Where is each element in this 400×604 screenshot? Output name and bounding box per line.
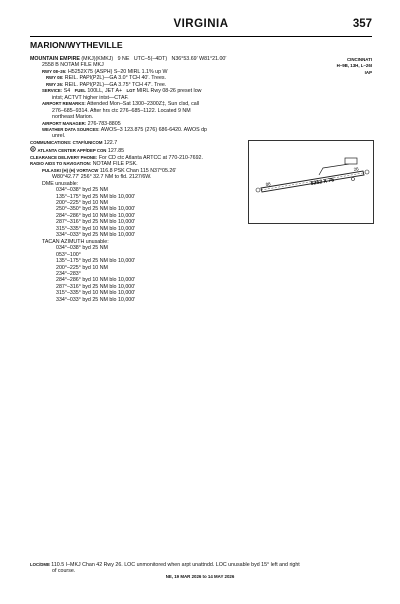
tacan-restriction: 034°–038° byd 25 NM	[56, 245, 108, 252]
dme-restriction: 250°–350° byd 25 NM blo 10,000′	[56, 206, 136, 213]
approach-light-icon	[256, 188, 260, 192]
ctaf-frequency: 122.7	[103, 139, 118, 146]
remarks-text-2: 276–685–9314. After hrs ctc 276–685–1122. Located 9 NM	[52, 107, 191, 114]
weather-text-1: AWOS–3 123.875 (276) 686-6420. AWOS dp	[100, 126, 207, 133]
clearance-text: For CD ctc Atlanta ARTCC at 770-210-7692.	[98, 154, 203, 161]
effective-dates-footer: NE, 19 MAR 2026 to 14 MAY 2026	[165, 574, 235, 579]
runway-08-label: RWY 08:	[46, 75, 64, 81]
approach-frequency: 127.85	[107, 148, 125, 155]
dme-restriction: 315°–335° byd 10 NM blo 10,000′	[56, 225, 136, 232]
service-label: SERVICE:	[42, 88, 63, 94]
vortac-text-1: 116.8 PSK Chan 115 N37°05.26′	[99, 167, 177, 174]
dme-restriction: 334°–033° byd 25 NM blo 10,000′	[56, 232, 136, 239]
apron-shape	[345, 158, 357, 164]
fuel-label: FUEL	[74, 88, 86, 94]
runway-08-text: REIL. PAPI(P2L)—GA 3.0° TCH 40′. Trees.	[64, 75, 167, 82]
lighting-value: MIRL Rwy 08-26 preset low	[136, 88, 202, 95]
tacan-restriction: 284°–286° byd 10 NM blo 10,000′	[56, 277, 136, 284]
remarks-text-1: Attended Mon–Sat 1300–2300Z‡, Sun clsd, call	[86, 101, 200, 108]
remarks-label: AIRPORT REMARKS:	[42, 101, 86, 107]
taxiway-line	[319, 164, 349, 175]
state-title: VIRGINIA	[173, 18, 229, 30]
lighting-continued: intst; ACTVT higher intst—CTAF.	[52, 94, 129, 101]
weather-label: WEATHER DATA SOURCES:	[42, 126, 100, 132]
airport-distance: 9 NE	[117, 56, 130, 62]
svg-text:R: R	[31, 146, 35, 152]
runway-end-08: 08	[265, 181, 271, 187]
tacan-restriction: 135°–175° byd 25 NM blo 10,000′	[56, 258, 136, 265]
airport-elevation-line: 2558 B NOTAM FILE MKJ	[42, 62, 104, 69]
dme-restriction: 284°–286° byd 10 NM blo 10,000′	[56, 212, 136, 219]
page-number: 357	[352, 18, 372, 30]
tacan-restriction: 334°–033° byd 25 NM blo 10,000′	[56, 296, 136, 303]
chart-ref-enroute: H–9B, 13H, L–26I	[336, 63, 372, 69]
airport-utc: UTC–5(–4DT)	[133, 56, 168, 62]
vortac-text-2: W80°42.77′ 256° 32.7 NM to fld. 2127/6W.	[52, 174, 152, 181]
tacan-restriction: 200°–225° byd 10 NM	[56, 264, 108, 271]
airport-ids: (MKJ)(KMKJ)	[81, 56, 114, 62]
city-heading: MARION/WYTHEVILLE	[30, 40, 123, 50]
manager-phone: 276-783-8805	[87, 120, 121, 127]
weather-text-2: unrel.	[52, 133, 66, 140]
dme-unusable-label: DME unusable:	[42, 180, 79, 187]
navaids-notam: NOTAM FILE PSK.	[92, 161, 138, 168]
beacon-icon	[352, 178, 355, 181]
communications-label: COMMUNICATIONS: CTAF/UNICOM	[30, 139, 103, 145]
runway-26-label: RWY 26:	[46, 81, 64, 87]
navaids-label: RADIO AIDS TO NAVIGATION:	[30, 161, 92, 167]
dme-restriction: 034°–038° byd 25 NM	[56, 187, 108, 194]
airport-name: MOUNTAIN EMPIRE	[30, 56, 80, 62]
chart-ref-iap: IAP	[364, 69, 372, 75]
airport-coords: N36°53.69′ W81°21.00′	[171, 56, 227, 62]
runway-label: RWY 08–26:	[42, 68, 67, 74]
runway-length-label: 5252 X 75	[310, 177, 335, 187]
fuel-value: 100LL, JET A+	[87, 88, 123, 95]
dme-restriction: 287°–316° byd 25 NM blo 10,000′	[56, 219, 136, 226]
vortac-label: PULASKI (H) (H) VORTACW	[42, 167, 99, 173]
chart-ref-sectional: CINCINNATI	[346, 57, 372, 62]
dme-restriction: 135°–175° byd 25 NM blo 10,000′	[56, 193, 136, 200]
approach-label: ATLANTA CENTER APP/DEP CON	[37, 148, 107, 154]
runway-text: H5252X75 (ASPH) S–20 MIRL 1.1% up W	[67, 68, 168, 75]
loc-dme-entry	[30, 562, 372, 575]
chart-references	[337, 57, 372, 76]
runway-end-26: 26	[353, 166, 359, 172]
tacan-restriction: 234°–283°	[56, 270, 81, 277]
tacan-restriction: 315°–335° byd 10 NM blo 10,000′	[56, 290, 136, 297]
clearance-label: CLEARANCE DELIVERY PHONE:	[30, 154, 98, 160]
loc-dme-label: LOC/DME	[30, 562, 50, 567]
airport-diagram	[248, 140, 374, 224]
runway-26-text: REIL. PAPI(P2L)—GA 3.75° TCH 47′. Tree.	[64, 81, 167, 88]
approach-light-icon	[365, 170, 369, 174]
remarks-text-3: northeast Marion.	[52, 114, 94, 121]
tacan-unusable-label: TACAN AZIMUTH unusable:	[42, 238, 109, 245]
runway-diagram-svg	[249, 141, 373, 223]
manager-label: AIRPORT MANAGER:	[42, 120, 87, 126]
loc-dme-text-2: of course.	[52, 568, 76, 575]
tacan-restriction: 287°–316° byd 25 NM blo 10,000′	[56, 283, 136, 290]
lighting-label: LGT	[126, 88, 136, 94]
loc-dme-text-1: 110.5 I–MKJ Chan 42 Rwy 26. LOC unmonitored when arpt unattndd. LOC unusable byd 15° left and right	[51, 562, 300, 568]
tacan-restriction: 053°–100°	[56, 251, 81, 258]
page-header	[30, 16, 372, 37]
service-s: S4	[63, 88, 71, 95]
dme-restriction: 200°–225° byd 10 NM	[56, 199, 108, 206]
